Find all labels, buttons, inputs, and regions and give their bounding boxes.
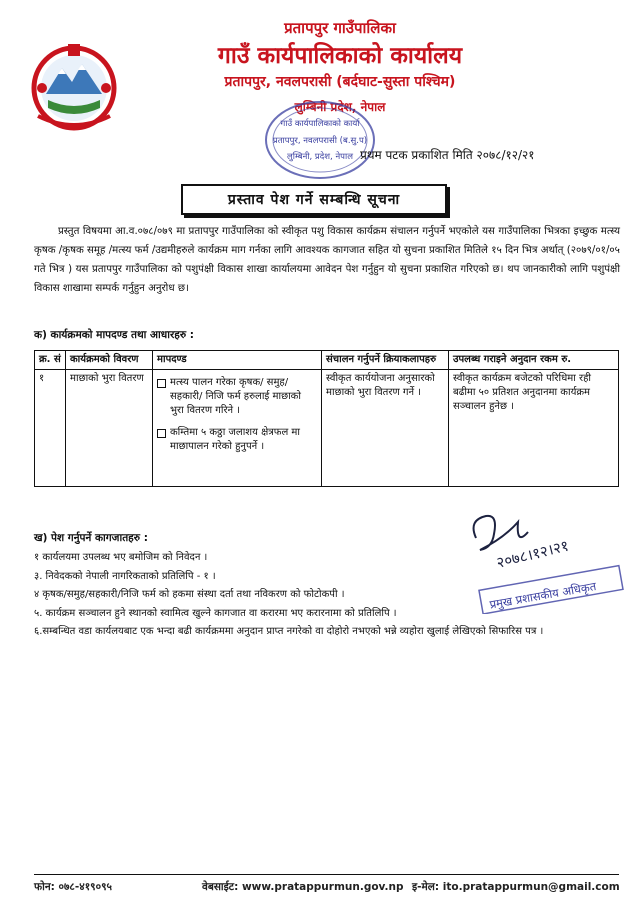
cell-sn: १ — [35, 370, 66, 487]
published-date: प्रथम पटक प्रकाशित मिति २०७८/१२/२१ — [360, 148, 535, 162]
notice-body: प्रस्तुत विषयमा आ.व.०७८/०७९ मा प्रतापपुर गाउँपालिका को स्वीकृत पशु विकास कार्यक्रम संचालन गर्नुपर्ने भएकोले यस गाउँपालिका भित्रका इच्छुक मत्स्य कृषक /कृषक समूह /मत्स्य फर्म /उद्यमीहरुले कार्यक्रम माग गर्नका लागि आवश्यक कागजात सहित यो सुचना प्रकाशित मितिले १५ दिन भित्र अर्थात् (२०७९/०१/०५ गते भित्र ) यस प्रतापपुर गाउँपालिका को पशुपंक्षी विकास शाखा कार्यालयमा आवेदन पेश गर्नुहुन यो सुचना प्रकाशित गरिएको छ। थप जानकारीको लागि पशुपंक्षी विकास शाखामा सम्पर्क गर्नुहुन अनुरोध छ। — [34, 226, 620, 294]
header-activities: संचालन गर्नुपर्ने क्रियाकलापहरु — [322, 351, 449, 370]
cell-criteria — [153, 370, 322, 487]
stamp-line-1: गाउँ कार्यपालिकाको कार्या — [280, 119, 360, 129]
office-address: प्रतापपुर, नवलपरासी (बर्दघाट-सुस्ता पश्चिम) — [224, 74, 456, 90]
cell-grant: स्वीकृत कार्यक्रम बजेटको परिधिमा रही बढीमा ५० प्रतिशत अनुदानमा कार्यक्रम सञ्चालन हुनेछ । — [449, 370, 619, 487]
executive-office-title: गाउँ कार्यपालिकाको कार्यालय — [217, 43, 463, 69]
list-item: ५. कार्यक्रम सञ्चालन हुने स्थानको स्वामित्व खुल्ने कागजात वा करारमा भए करारनामा को प्रतिलिपि । — [34, 607, 397, 619]
header-sn: क्र. सं — [35, 351, 66, 370]
criteria-text-2: कम्तिमा ५ कठ्ठा जलाशय क्षेत्रफल मा माछापालन गरेको हुनुपर्ने । — [170, 427, 301, 452]
signature-title: प्रमुख प्रशासकीय अधिकृत — [488, 579, 598, 612]
footer-phone: फोन: ०७८-४१९०९५ — [34, 881, 112, 893]
footer-divider — [34, 874, 619, 875]
criteria-text-1: मत्स्य पालन गरेका कृषक/ समुह/ सहकारी/ निजि फर्म हरुलाई माछाको भुरा वितरण गरिने । — [170, 377, 301, 416]
stamp-line-2: प्रतापपुर, नवलपरासी (ब.सु.प) — [272, 136, 368, 146]
stamp-line-3: लुम्बिनी, प्रदेश, नेपाल — [287, 152, 353, 162]
cell-program: माछाको भुरा वितरण — [66, 370, 153, 487]
criteria-item — [157, 376, 317, 418]
table-row — [35, 370, 619, 487]
header-grant: उपलब्ध गराइने अनुदान रकम रु. — [449, 351, 619, 370]
office-province: लुम्बिनी प्रदेश, नेपाल — [294, 100, 386, 114]
list-item: ३. निवेदकको नेपाली नागरिकताको प्रतिलिपि - १ । — [34, 570, 216, 582]
program-criteria-table — [34, 350, 619, 487]
bullet-icon — [157, 379, 166, 388]
office-name: प्रतापपुर गाउँपालिका — [284, 19, 396, 37]
table-header-row — [35, 351, 619, 370]
list-item: ४ कृषक/समुह/सहकारी/निजि फर्म को हकमा संस्था दर्ता तथा नविकरण को फोटोकपी । — [34, 589, 345, 600]
header-program: कार्यक्रमको विवरण — [66, 351, 153, 370]
section-a-heading: क) कार्यक्रमको मापदण्ड तथा आधारहरु : — [34, 329, 194, 341]
criteria-item — [157, 426, 317, 454]
list-item: १ कार्यलयमा उपलब्ध भए बमोजिम को निवेदन । — [34, 552, 208, 563]
notice-title: प्रस्ताव पेश गर्ने सम्बन्धि सूचना — [181, 184, 447, 215]
bullet-icon — [157, 429, 166, 438]
signature-date: २०७८।१२।२१ — [494, 536, 571, 572]
header-criteria: मापदण्ड — [153, 351, 322, 370]
cell-activities: स्वीकृत कार्ययोजना अनुसारको माछाको भुरा वितरण गर्ने । — [322, 370, 449, 487]
list-item: ६.सम्बन्धित वडा कार्यलयबाट एक भन्दा बढी कार्यक्रममा अनुदान प्राप्त नगरेको वा दोहोरो नभएको भन्ने व्यहोरा खुलाई लेखिएको सिफारिस पत्र । — [34, 626, 544, 637]
office-stamp — [262, 96, 382, 188]
footer-email-link[interactable]: इ-मेल: ito.pratappurmun@gmail.com — [412, 881, 620, 893]
nepal-emblem-logo — [28, 40, 120, 132]
footer-website-link[interactable]: वेबसाईट: www.pratappurmun.gov.np — [202, 881, 404, 893]
section-b-heading: ख) पेश गर्नुपर्ने कागजातहरु : — [34, 532, 148, 544]
signature — [458, 508, 624, 614]
